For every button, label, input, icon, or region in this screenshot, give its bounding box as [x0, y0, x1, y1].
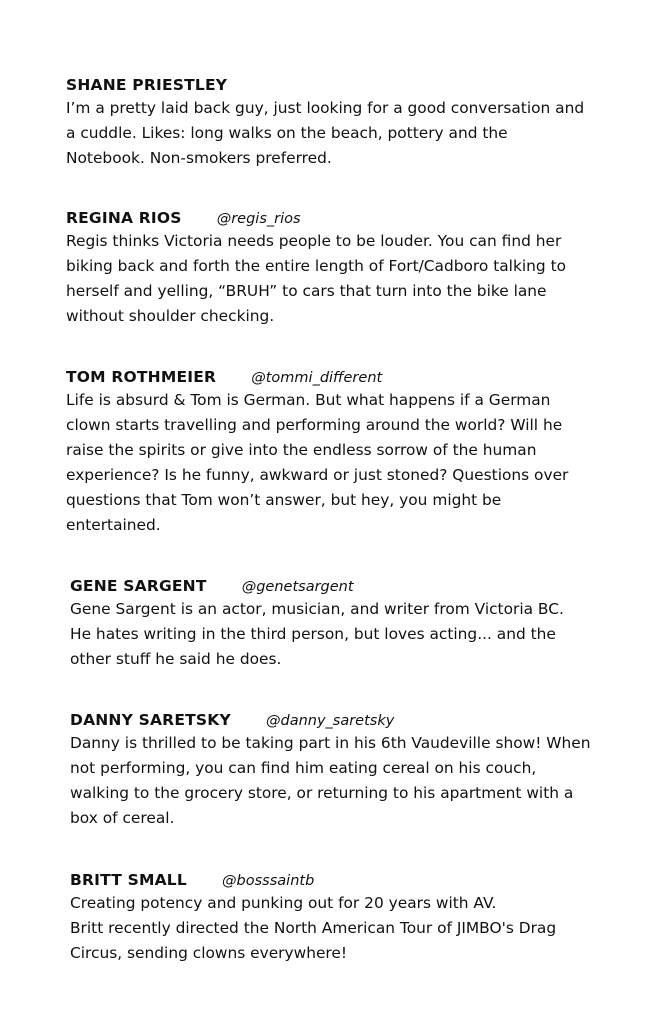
bio-line: Britt recently directed the North American Tour of JIMBO's Drag	[70, 919, 557, 937]
bio-line: raise the spirits or give into the endless sorrow of the human	[66, 441, 537, 459]
bio-line: Creating potency and punking out for 20 years with AV.	[70, 894, 497, 912]
bio-line: Circus, sending clowns everywhere!	[70, 944, 348, 962]
bio-shane-priestley	[66, 74, 606, 171]
bio-text	[66, 96, 606, 171]
bio-britt-small	[70, 869, 610, 966]
performer-name: SHANE PRIESTLEY	[66, 76, 228, 94]
bio-header	[70, 869, 610, 891]
bio-header	[66, 74, 606, 96]
bio-header	[70, 709, 610, 731]
performer-name: GENE SARGENT	[70, 577, 207, 595]
bio-line: not performing, you can find him eating cereal on his couch,	[70, 759, 537, 777]
bio-line: Life is absurd & Tom is German. But what happens if a German	[66, 391, 551, 409]
bio-regina-rios	[66, 207, 606, 329]
bio-line: without shoulder checking.	[66, 307, 275, 325]
performer-name: DANNY SARETSKY	[70, 711, 231, 729]
bio-header	[66, 207, 606, 229]
bio-tom-rothmeier	[66, 366, 606, 538]
bio-line: Notebook. Non-smokers preferred.	[66, 149, 332, 167]
bio-text	[66, 388, 606, 538]
performer-name: BRITT SMALL	[70, 871, 187, 889]
bio-line: entertained.	[66, 516, 161, 534]
performer-handle: @regis_rios	[216, 211, 301, 227]
bio-header	[66, 366, 606, 388]
bio-line: walking to the grocery store, or returning to his apartment with a	[70, 784, 574, 802]
bio-text	[70, 731, 610, 831]
bio-line: a cuddle. Likes: long walks on the beach, pottery and the	[66, 124, 508, 142]
bio-line: other stuff he said he does.	[70, 650, 282, 668]
performer-handle: @genetsargent	[241, 579, 354, 595]
performer-name: REGINA RIOS	[66, 209, 182, 227]
bio-line: Danny is thrilled to be taking part in his 6th Vaudeville show! When	[70, 734, 591, 752]
performer-handle: @tommi_different	[251, 370, 383, 386]
bio-text	[66, 229, 606, 329]
bio-line: I’m a pretty laid back guy, just looking for a good conversation and	[66, 99, 585, 117]
performer-handle: @danny_saretsky	[265, 713, 395, 729]
bio-line: questions that Tom won’t answer, but hey, you might be	[66, 491, 502, 509]
bio-line: box of cereal.	[70, 809, 175, 827]
bio-line: biking back and forth the entire length of Fort/Cadboro talking to	[66, 257, 567, 275]
bio-text	[70, 597, 610, 672]
bio-line: experience? Is he funny, awkward or just stoned? Questions over	[66, 466, 569, 484]
bio-line: He hates writing in the third person, but loves acting... and the	[70, 625, 556, 643]
bio-line: clown starts travelling and performing around the world? Will he	[66, 416, 563, 434]
bio-gene-sargent	[70, 575, 610, 672]
performer-name: TOM ROTHMEIER	[66, 368, 217, 386]
bio-text	[70, 891, 610, 966]
performer-handle: @bosssaintb	[222, 873, 315, 889]
bio-header	[70, 575, 610, 597]
bio-line: herself and yelling, “BRUH” to cars that turn into the bike lane	[66, 282, 547, 300]
bio-line: Regis thinks Victoria needs people to be louder. You can find her	[66, 232, 562, 250]
bio-line: Gene Sargent is an actor, musician, and writer from Victoria BC.	[70, 600, 564, 618]
bio-danny-saretsky	[70, 709, 610, 831]
